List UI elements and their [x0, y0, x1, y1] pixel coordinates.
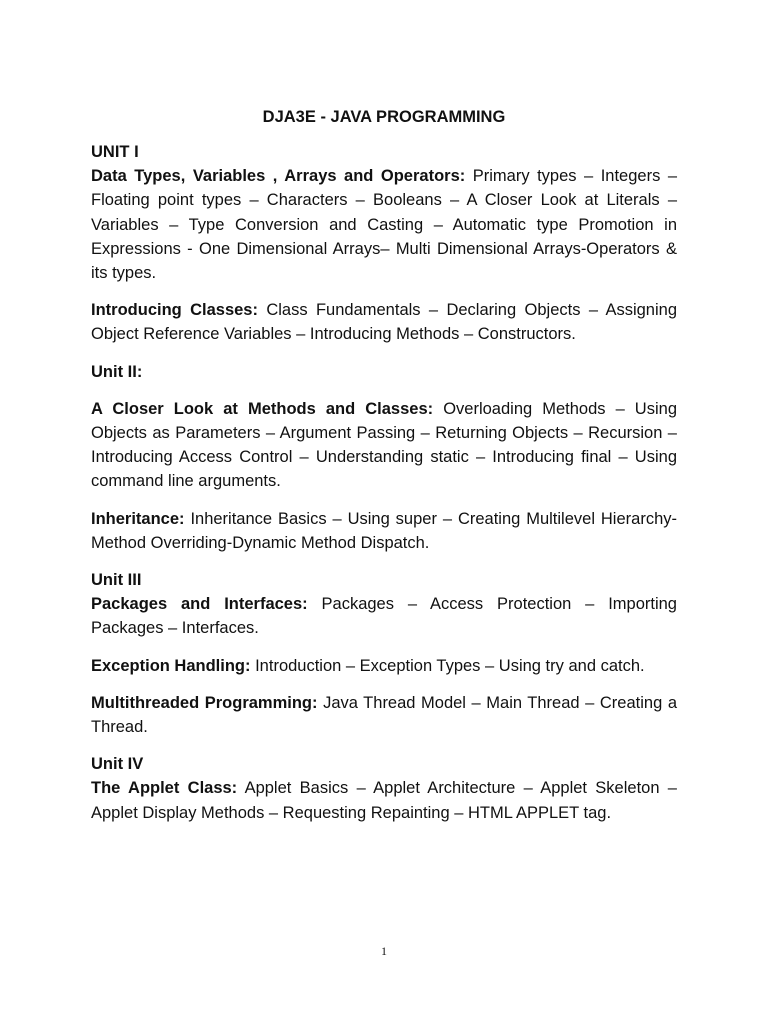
section-label: Exception Handling:: [91, 656, 251, 675]
section-label: A Closer Look at Methods and Classes:: [91, 399, 434, 418]
section-text: Primary types – Integers – Floating point types – Characters – Booleans – A Closer Look at Literals – Variables – Type Conversion and Casting – Automatic type Promotion in Expressions - One Dimensional Arrays– Multi Dimensional Arrays-Operators & its types.: [91, 167, 678, 283]
section-label: Multithreaded Programming:: [91, 693, 318, 712]
unit-heading-1: UNIT I: [91, 143, 139, 161]
section-paragraph: [91, 654, 677, 678]
unit-heading-4: Unit IV: [91, 755, 144, 774]
section-paragraph: [91, 164, 677, 285]
section-paragraph: [91, 776, 677, 824]
unit-heading-2: Unit II:: [91, 362, 143, 381]
section-label: Packages and Interfaces:: [91, 595, 308, 614]
section-paragraph: [91, 592, 677, 640]
section-paragraph: [91, 507, 677, 555]
section-label: Introducing Classes:: [91, 301, 258, 320]
syllabus-content: [91, 140, 677, 825]
section-text: Java Thread Model – Main Thread – Creating a Thread.: [91, 693, 677, 737]
document-title: DJA3E - JAVA PROGRAMMING: [262, 108, 506, 126]
section-text: Applet Basics – Applet Architecture – Applet Skeleton – Applet Display Methods – Requesting Repainting – HTML APPLET tag.: [91, 779, 677, 822]
section-text: Inheritance Basics – Using super – Creating Multilevel Hierarchy-Method Overriding-Dynamic Method Dispatch.: [91, 509, 677, 552]
unit-heading-3: Unit III: [91, 571, 142, 590]
section-text: Overloading Methods – Using Objects as Parameters – Argument Passing – Returning Objects – Recursion – Introducing Access Control – Understanding static – Introducing final – Using command line arguments.: [91, 399, 677, 491]
section-paragraph: [91, 298, 677, 346]
section-label: Inheritance:: [91, 509, 185, 528]
section-label: Data Types, Variables , Arrays and Operators:: [91, 167, 466, 186]
section-paragraph: [91, 397, 677, 494]
section-text: Introduction – Exception Types – Using try and catch.: [250, 656, 645, 675]
section-text: Class Fundamentals – Declaring Objects – Assigning Object Reference Variables – Introducing Methods – Constructors.: [91, 301, 677, 344]
section-text: Packages – Access Protection – Importing Packages – Interfaces.: [91, 595, 677, 638]
page-number: 1: [381, 944, 387, 958]
section-paragraph: [91, 691, 677, 739]
section-label: The Applet Class:: [91, 779, 238, 798]
